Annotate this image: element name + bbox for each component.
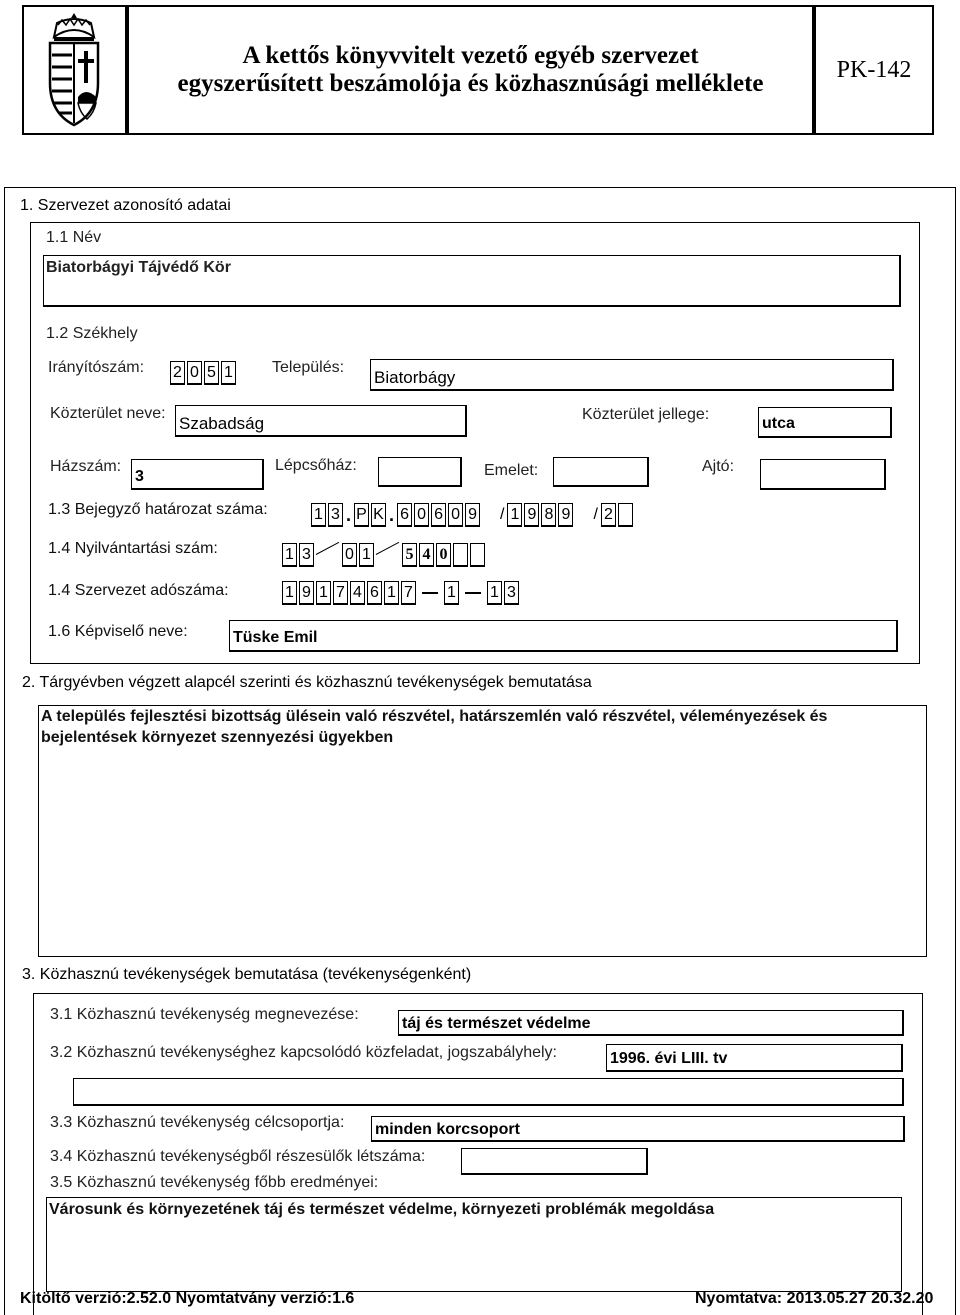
tax-digit[interactable]: 1 (384, 581, 399, 605)
door-field[interactable] (760, 459, 886, 490)
court-label: 1.3 Bejegyző határozat száma: (48, 501, 268, 518)
court-slash: / (593, 506, 598, 523)
rep-label: 1.6 Képviselő neve: (48, 623, 188, 640)
reg-digit[interactable]: 5 (402, 543, 417, 567)
tax-separator (422, 592, 438, 594)
stair-field[interactable] (378, 457, 462, 487)
zip-digit[interactable]: 2 (170, 361, 185, 385)
target-value: minden korcsoport (375, 1121, 520, 1138)
count-field[interactable] (461, 1148, 648, 1175)
seat-label: 1.2 Székhely (46, 325, 138, 342)
zip-cells (170, 361, 238, 385)
court-year-digit[interactable]: 9 (524, 503, 539, 527)
tax-cells (282, 581, 521, 605)
form-title-line2: egyszerűsített beszámolója és közhasznúsági melléklete (177, 70, 764, 97)
reg-label: 1.4 Nyilvántartási szám: (48, 540, 218, 557)
tax-label: 1.4 Szervezet adószáma: (48, 582, 229, 599)
court-year-digit[interactable]: 9 (558, 503, 573, 527)
law-field[interactable] (606, 1044, 903, 1072)
court-separator: . (346, 505, 352, 525)
zip-label: Irányítószám: (48, 359, 145, 376)
street-value: Szabadság (179, 414, 265, 433)
reg-digit[interactable]: 4 (419, 543, 434, 567)
house-value: 3 (135, 468, 144, 485)
street-type-label: Közterület jellege: (582, 406, 710, 423)
city-value: Biatorbágy (374, 368, 456, 387)
section3-heading: 3. Közhasznú tevékenységek bemutatása (tevékenységenként) (22, 966, 472, 983)
tax-digit[interactable]: 1 (282, 581, 297, 605)
tax-digit[interactable]: 1 (444, 581, 459, 605)
house-label: Házszám: (50, 458, 122, 475)
footer-version: Kitöltő verzió:2.52.0 Nyomtatvány verzió:1.6 (20, 1290, 355, 1307)
header-title-box (127, 5, 814, 135)
court-digit[interactable]: 6 (431, 503, 446, 527)
court-suffix-digit[interactable] (618, 503, 633, 527)
reg-digit[interactable] (453, 543, 468, 567)
name-field[interactable] (43, 255, 901, 307)
law-label: 3.2 Közhasznú tevékenységhez kapcsolódó közfeladat, jogszabályhely: (50, 1044, 557, 1061)
street-type-value: utca (762, 415, 795, 432)
court-separator: . (389, 505, 395, 525)
header-logo-box (22, 5, 127, 135)
tax-digit[interactable]: 6 (367, 581, 382, 605)
coat-of-arms-icon (24, 7, 124, 133)
city-label: Település: (272, 359, 345, 376)
reg-separator (316, 543, 338, 567)
city-field[interactable] (370, 359, 894, 391)
reg-digit[interactable] (470, 543, 485, 567)
rep-field[interactable] (229, 620, 898, 652)
reg-separator (376, 543, 398, 567)
court-digit[interactable]: 1 (311, 503, 326, 527)
count-label: 3.4 Közhasznú tevékenységből részesülők létszáma: (50, 1148, 426, 1165)
target-label: 3.3 Közhasznú tevékenység célcsoportja: (50, 1114, 345, 1131)
reg-cells (282, 543, 487, 567)
reg-digit[interactable]: 0 (436, 543, 451, 567)
court-year-digit[interactable]: 1 (507, 503, 522, 527)
street-type-field[interactable] (758, 407, 892, 438)
activity-field[interactable] (398, 1010, 904, 1036)
activities-textarea[interactable] (38, 705, 927, 957)
house-field[interactable] (131, 459, 264, 490)
tax-digit[interactable]: 7 (401, 581, 416, 605)
stair-label: Lépcsőház: (275, 457, 357, 474)
tax-digit[interactable]: 7 (333, 581, 348, 605)
results-label: 3.5 Közhasznú tevékenység főbb eredményei: (50, 1174, 379, 1191)
results-textarea[interactable] (46, 1197, 902, 1292)
street-field[interactable] (175, 405, 467, 437)
reg-digit[interactable]: 3 (299, 543, 314, 567)
header-code-box (814, 5, 934, 135)
reg-digit[interactable]: 0 (342, 543, 357, 567)
name-value: Biatorbágyi Tájvédő Kör (46, 259, 231, 276)
reg-digit[interactable]: 1 (282, 543, 297, 567)
court-digit[interactable]: 9 (465, 503, 480, 527)
floor-field[interactable] (553, 457, 649, 487)
tax-digit[interactable]: 9 (299, 581, 314, 605)
section2-heading: 2. Tárgyévben végzett alapcél szerinti és közhasznú tevékenységek bemutatása (22, 674, 592, 691)
law-field-2[interactable] (73, 1078, 904, 1106)
law-value: 1996. évi LIII. tv (610, 1050, 728, 1067)
court-digit[interactable]: 0 (414, 503, 429, 527)
tax-digit[interactable]: 4 (350, 581, 365, 605)
court-digit[interactable]: 0 (448, 503, 463, 527)
court-gap (575, 503, 590, 527)
court-year-digit[interactable]: 8 (541, 503, 556, 527)
form-title (178, 42, 764, 98)
court-letter[interactable]: K (371, 503, 386, 527)
results-text: Városunk és környezetének táj és természet védelme, környezeti problémák megoldása (49, 1201, 715, 1218)
tax-separator (465, 592, 481, 594)
court-digit[interactable]: 6 (397, 503, 412, 527)
target-field[interactable] (371, 1116, 905, 1142)
tax-digit[interactable]: 1 (316, 581, 331, 605)
footer-printed: Nyomtatva: 2013.05.27 20.32.20 (695, 1290, 934, 1307)
floor-label: Emelet: (484, 462, 539, 479)
rep-value: Tüske Emil (233, 629, 318, 646)
court-letter[interactable]: P (354, 503, 369, 527)
name-label: 1.1 Név (46, 229, 102, 246)
court-cells (311, 503, 635, 527)
street-label: Közterület neve: (50, 405, 166, 422)
activity-label: 3.1 Közhasznú tevékenység megnevezése: (50, 1006, 359, 1023)
tax-digit[interactable]: 1 (487, 581, 502, 605)
court-gap (482, 503, 497, 527)
tax-digit[interactable]: 3 (504, 581, 519, 605)
zip-digit[interactable]: 1 (221, 361, 236, 385)
zip-digit[interactable]: 0 (187, 361, 202, 385)
form-title-line1: A kettős könyvvitelt vezető egyéb szervezet (242, 42, 699, 69)
activity-value: táj és természet védelme (402, 1015, 591, 1032)
court-suffix-digit[interactable]: 2 (601, 503, 616, 527)
reg-digit[interactable]: 1 (359, 543, 374, 567)
door-label: Ajtó: (702, 458, 735, 475)
zip-digit[interactable]: 5 (204, 361, 219, 385)
activities-text: A település fejlesztési bizottság ülésein való részvétel, határszemlén való részvétel, véleményezések és bejelentések környezet szennyezési ügyekben (41, 708, 828, 746)
court-digit[interactable]: 3 (328, 503, 343, 527)
court-slash: / (500, 506, 505, 523)
section1-heading: 1. Szervezet azonosító adatai (20, 197, 231, 214)
form-code: PK-142 (836, 56, 912, 83)
